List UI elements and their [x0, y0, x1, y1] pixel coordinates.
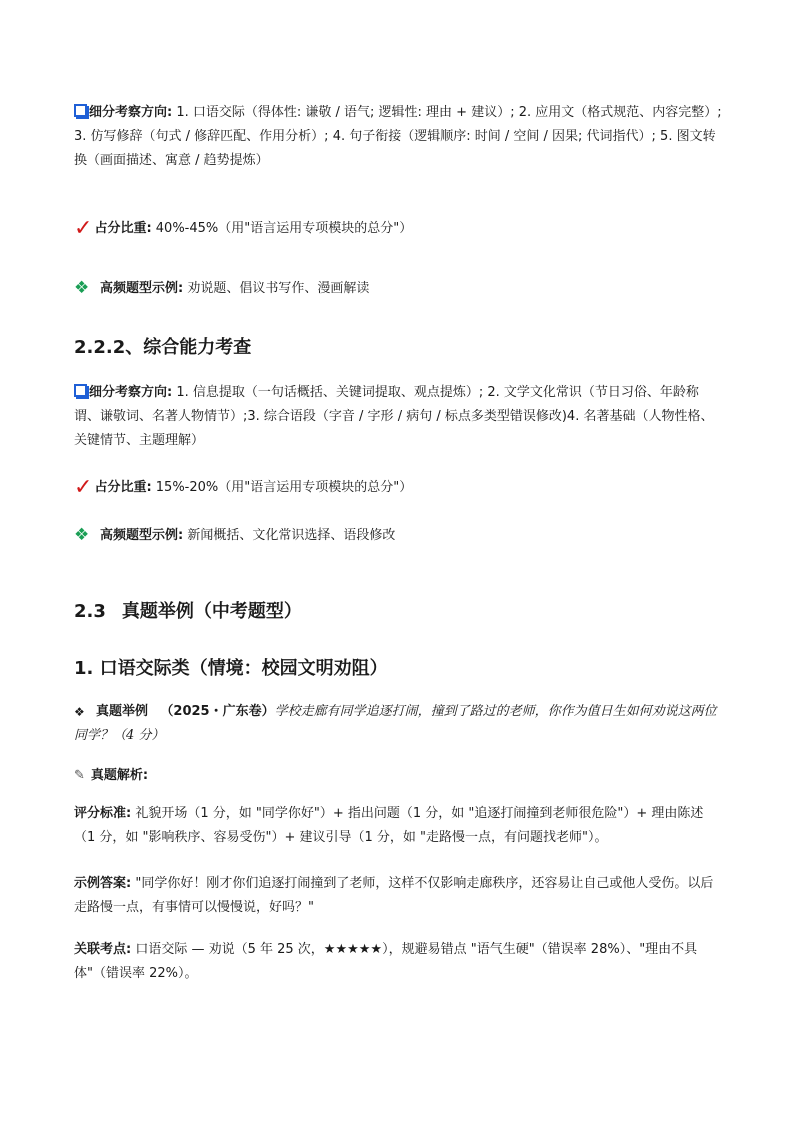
- sub-direction-label: 细分考察方向:: [89, 105, 173, 120]
- frequent-types-label: 高频题型示例:: [100, 281, 184, 296]
- section-number: 2.3: [74, 601, 106, 622]
- question-heading-1: 1. 口语交际类（情境：校园文明劝阻）: [74, 658, 388, 679]
- frequent-types-label: 高频题型示例:: [100, 528, 184, 543]
- related-points-paragraph: [74, 938, 724, 986]
- weight-paragraph-1: [74, 217, 724, 241]
- frequent-types-paragraph-1: [74, 273, 724, 304]
- checkbox-square-icon: [74, 384, 87, 397]
- sub-direction-paragraph-1: [74, 101, 724, 173]
- frequent-types-paragraph-2: [74, 520, 724, 551]
- related-points-label: 关联考点:: [74, 942, 132, 957]
- weight-paragraph-2: [74, 476, 724, 500]
- analysis-heading: [74, 764, 724, 788]
- green-diamond-icon: ❖: [74, 278, 90, 298]
- weight-label: 占分比重:: [94, 221, 152, 236]
- real-question-paragraph: [74, 700, 724, 748]
- weight-text: 15%-20%（用"语言运用专项模块的总分"）: [151, 480, 413, 495]
- criteria-paragraph: [74, 802, 724, 850]
- red-checkmark-icon: ✓: [74, 475, 93, 500]
- related-points-text: 口语交际 — 劝说（5 年 25 次，★★★★★），规避易错点 "语气生硬"（错误率 28%）、"理由不具体"（错误率 22%）。: [74, 942, 698, 982]
- sub-direction-text: 1. 信息提取（一句话概括、关键词提取、观点提炼）; 2. 文学文化常识（节日习俗、年龄称谓、谦敬词、名著人物情节）;3. 综合语段（字音 / 字形 / 病句 / 标点多类型错误修改)4. 名著基础（人物性格、关键情节、主题理解）: [74, 385, 714, 449]
- pencil-icon: ✎: [74, 768, 85, 783]
- red-checkmark-icon: ✓: [74, 216, 93, 241]
- checkbox-square-icon: [74, 104, 87, 117]
- frequent-types-text: 新闻概括、文化常识选择、语段修改: [183, 528, 396, 543]
- diamond-bullet-icon: ❖: [74, 705, 85, 719]
- example-answer-label: 示例答案:: [74, 876, 132, 891]
- sub-direction-label: 细分考察方向:: [89, 385, 173, 400]
- example-answer-text: "同学你好！刚才你们追逐打闹撞到了老师，这样不仅影响走廊秩序，还容易让自己或他人受伤。以后走路慢一点，有事情可以慢慢说，好吗？": [74, 876, 714, 916]
- analysis-label: 真题解析:: [90, 768, 149, 783]
- green-diamond-icon: ❖: [74, 525, 90, 545]
- sub-direction-paragraph-2: [74, 381, 724, 453]
- weight-text: 40%-45%（用"语言运用专项模块的总分"）: [151, 221, 413, 236]
- frequent-types-text: 劝说题、倡议书写作、漫画解读: [183, 281, 370, 296]
- section-heading-2-3: [74, 597, 302, 623]
- criteria-label: 评分标准:: [74, 806, 132, 821]
- sub-direction-text: 1. 口语交际（得体性: 谦敬 / 语气; 逻辑性: 理由 + 建议）; 2. 应用文（格式规范、内容完整）; 3. 仿写修辞（句式 / 修辞匹配、作用分析）; 4. 句子衔接（逻辑顺序: 时间 / 空间 / 因果; 代词指代）; 5. 图文转换（画面描述、寓意 / 趋势提炼）: [74, 105, 722, 169]
- real-question-text: 学校走廊有同学追逐打闹，撞到了路过的老师，你作为值日生如何劝说这两位同学？（4 分）: [74, 704, 717, 744]
- example-answer-paragraph: [74, 872, 724, 920]
- weight-label: 占分比重:: [94, 480, 152, 495]
- criteria-text: 礼貌开场（1 分，如 "同学你好"）+ 指出问题（1 分，如 "追逐打闹撞到老师很危险"）+ 理由陈述（1 分，如 "影响秩序、容易受伤"）+ 建议引导（1 分，如 "走路慢一点，有问题找老师"）。: [74, 806, 704, 846]
- real-question-source: （2025・广东卷）: [160, 704, 275, 719]
- real-question-label: 真题举例: [96, 704, 149, 719]
- section-title: 真题举例（中考题型）: [121, 601, 302, 622]
- section-heading-2-2-2: 2.2.2、综合能力考查: [74, 337, 252, 358]
